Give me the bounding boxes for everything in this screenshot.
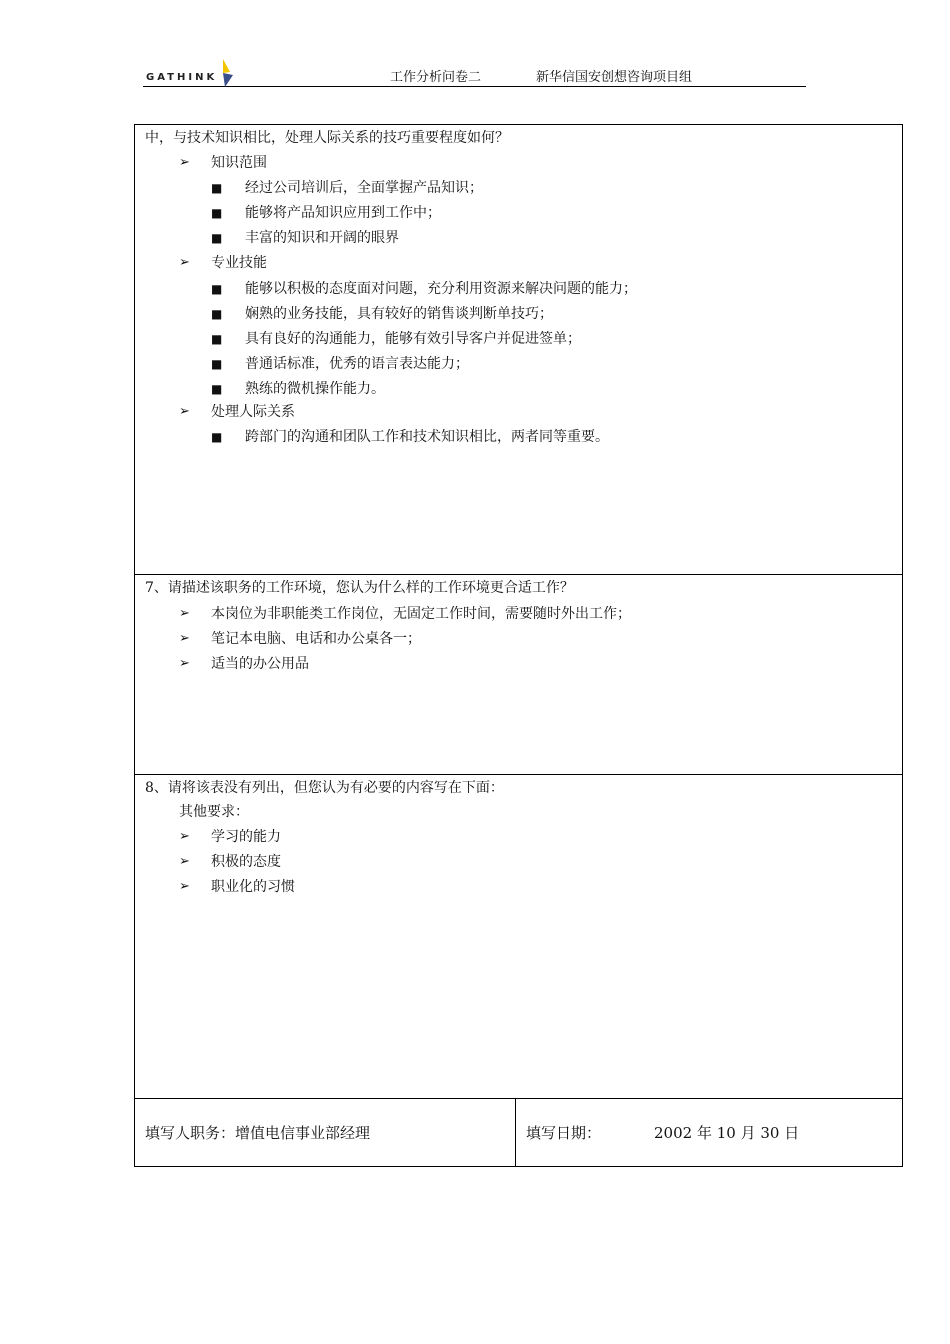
item-text: 娴熟的业务技能，具有较好的销售谈判断单技巧； xyxy=(245,306,553,322)
filler-position: 填写人职务：增值电信事业部经理 xyxy=(145,1124,371,1142)
section-work-environment xyxy=(135,575,902,775)
header-organization: 新华信国安创想咨询项目组 xyxy=(536,70,693,85)
page-header xyxy=(143,58,806,87)
arrow-bullet-icon: ➢ xyxy=(179,404,190,419)
item-text: 积极的态度 xyxy=(211,854,281,870)
item-text: 职业化的习惯 xyxy=(211,879,295,895)
section-interpersonal-skills xyxy=(135,125,902,575)
section-other-requirements xyxy=(135,775,902,1099)
group-label: 处理人际关系 xyxy=(211,404,295,420)
arrow-bullet-icon: ➢ xyxy=(179,656,190,671)
question-text: 7、请描述该职务的工作环境，您认为什么样的工作环境更合适工作？ xyxy=(145,580,574,596)
group-label: 专业技能 xyxy=(211,255,267,271)
arrow-bullet-icon: ➢ xyxy=(179,255,190,270)
square-bullet-icon: ■ xyxy=(211,357,223,371)
arrow-bullet-icon: ➢ xyxy=(179,829,190,844)
item-text: 适当的办公用品 xyxy=(211,656,309,672)
header-title: 工作分析问卷二 xyxy=(390,70,482,85)
arrow-bullet-icon: ➢ xyxy=(179,631,190,646)
item-text: 能够将产品知识应用到工作中； xyxy=(245,205,441,221)
footer-row xyxy=(135,1099,902,1166)
item-text: 学习的能力 xyxy=(211,829,281,845)
square-bullet-icon: ■ xyxy=(211,181,223,195)
item-text: 本岗位为非职能类工作岗位，无固定工作时间，需要随时外出工作； xyxy=(211,606,631,622)
question-text: 8、请将该表没有列出，但您认为有必要的内容写在下面： xyxy=(145,780,504,796)
fill-date-label: 填写日期： xyxy=(526,1124,602,1142)
filler-position-cell xyxy=(135,1099,516,1166)
group-label: 知识范围 xyxy=(211,155,267,171)
fill-date-value: 2002 年 10 月 30 日 xyxy=(654,1124,800,1142)
item-text: 丰富的知识和开阔的眼界 xyxy=(245,230,399,246)
square-bullet-icon: ■ xyxy=(211,332,223,346)
square-bullet-icon: ■ xyxy=(211,282,223,296)
questionnaire-table xyxy=(134,124,903,1167)
square-bullet-icon: ■ xyxy=(211,382,223,396)
item-text: 能够以积极的态度面对问题，充分利用资源来解决问题的能力； xyxy=(245,281,637,297)
company-logo xyxy=(146,67,235,87)
item-text: 具有良好的沟通能力，能够有效引导客户并促进签单； xyxy=(245,331,581,347)
arrow-bullet-icon: ➢ xyxy=(179,879,190,894)
arrow-bullet-icon: ➢ xyxy=(179,606,190,621)
item-text: 经过公司培训后，全面掌握产品知识； xyxy=(245,180,483,196)
logo-mark-icon xyxy=(221,59,235,87)
item-text: 普通话标准，优秀的语言表达能力； xyxy=(245,356,469,372)
arrow-bullet-icon: ➢ xyxy=(179,854,190,869)
intro-text: 其他要求： xyxy=(179,804,249,820)
square-bullet-icon: ■ xyxy=(211,430,223,444)
item-text: 笔记本电脑、电话和办公桌各一； xyxy=(211,631,421,647)
fill-date-cell xyxy=(516,1099,902,1166)
logo-text: GATHINK xyxy=(146,71,218,83)
square-bullet-icon: ■ xyxy=(211,307,223,321)
question-text: 中，与技术知识相比，处理人际关系的技巧重要程度如何？ xyxy=(145,130,509,146)
square-bullet-icon: ■ xyxy=(211,206,223,220)
square-bullet-icon: ■ xyxy=(211,231,223,245)
arrow-bullet-icon: ➢ xyxy=(179,155,190,170)
item-text: 跨部门的沟通和团队工作和技术知识相比，两者同等重要。 xyxy=(245,429,609,445)
item-text: 熟练的微机操作能力。 xyxy=(245,381,385,397)
